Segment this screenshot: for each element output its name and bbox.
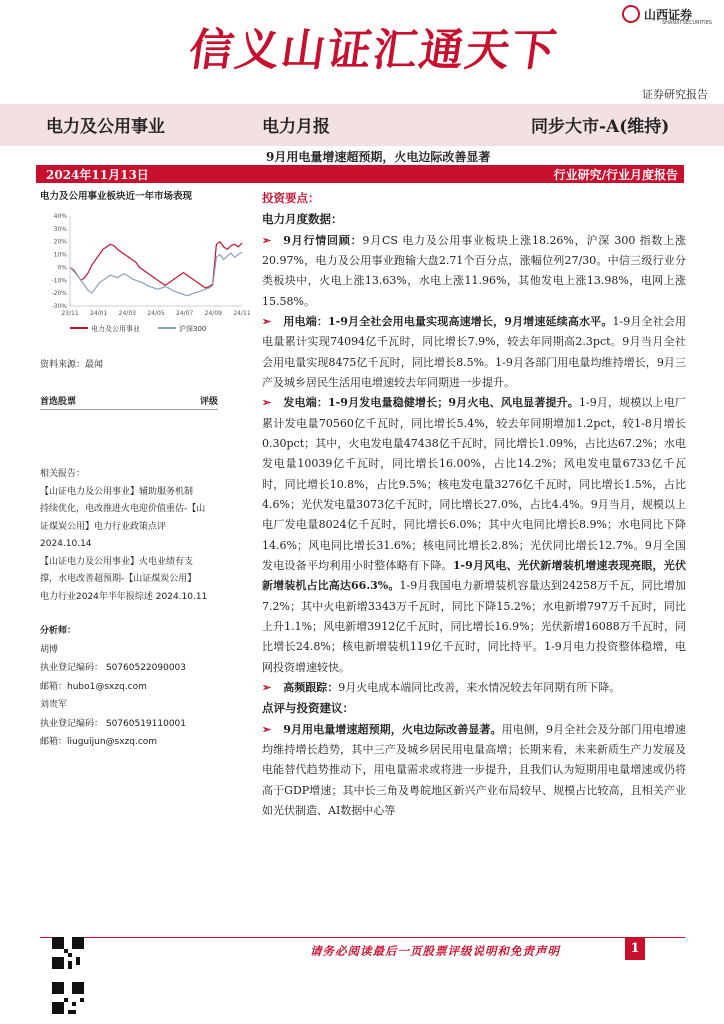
- picks-header: [40, 394, 218, 410]
- data-title: 电力月度数据：: [262, 212, 343, 227]
- bullet-text: 1-9月，规模以上电厂累计发电量70560亿千瓦时，同比增长5.4%，较去年同期增加1.2pct，较1-8月增长0.30pct；其中，火电发电量47438亿千瓦时，同比增长1.09%，占比达67.2%；水电发电量10039亿千瓦时，同比增长16.00%，占比14.2%；风电发电量6733亿千瓦时，同比增长10.8%，占比9.5%；核电发电量3276亿千瓦时，同比增长1.5%，占比4.6%；光伏发电量3073亿千瓦时，同比增长27.0%，占比4.4%。9月当月，规模以上电厂发电量8024亿千瓦时，同比增长6.0%；其中火电同比增长8.9%；水电同比下降14.6%；风电同比增长31.6%；核电同比增长2.8%；光伏同比增长12.7%。9月全国发电设备平均利用小时整体略有下降。: [262, 396, 686, 573]
- related-line[interactable]: 【山证电力及公用事业】辅助服务机制: [40, 486, 194, 497]
- related-line[interactable]: 撑，水电改善超预期-【山证煤炭公用】: [40, 574, 197, 585]
- footer-divider: [40, 937, 685, 938]
- arrow-icon: ➢: [262, 314, 272, 328]
- logo-subtext: SHANXI SECURITIES: [662, 20, 712, 26]
- report-name: 电力月报: [262, 117, 330, 137]
- industry-title: 电力及公用事业: [46, 117, 165, 137]
- x-tick-label: 24/09: [204, 310, 222, 317]
- x-tick-label: 24/07: [176, 310, 194, 317]
- x-tick-label: 24/03: [118, 310, 136, 317]
- arrow-icon: ➢: [262, 722, 272, 736]
- page-number: 1: [625, 938, 645, 960]
- x-tick-label: 24/01: [90, 310, 108, 317]
- x-tick-label: 24/05: [147, 310, 165, 317]
- analyst-reg: 执业登记编码： S0760522090003: [40, 663, 187, 674]
- bullet-text: 9月CS 电力及公用事业板块上涨18.26%，沪深 300 指数上涨20.97%，电力及公用事业跑输大盘2.71个百分点，涨幅位列27/30。中信三级行业分类板块中，火电上涨13.63%，水电上涨11.96%，其他发电上涨13.98%，电网上涨15.58%。: [262, 233, 686, 308]
- bullet-head: 发电端：1-9月发电量稳健增长；9月火电、风电显著提升。: [283, 396, 579, 410]
- y-tick-label: 0%: [57, 264, 67, 272]
- x-tick-label: 23/11: [61, 310, 79, 317]
- bullet-head: 9月用电量增速超预期，火电边际改善显著。: [283, 722, 502, 736]
- rating: 同步大市-A(维持): [531, 117, 670, 137]
- advice-title: 点评与投资建议：: [262, 701, 354, 716]
- y-tick-label: 40%: [53, 213, 67, 220]
- bullet-market: [262, 231, 686, 312]
- bullet-text: 1-9月全社会用电量累计实现74094亿千瓦时，同比增长7.9%，较去年同期高2.3pct。9月当月全社会用电量实现8475亿千瓦时，同比增长8.5%。1-9月各部门用电量均维持增长，9月三产及城乡居民生活用电增速较去年同期进一步提升。: [262, 314, 687, 389]
- series-line-0: [70, 242, 242, 288]
- bullet-text: 1-9月我国电力新增装机容量达到24258万千瓦，同比增加7.2%；其中火电新增3343万千瓦时，同比下降15.2%；水电新增797万千瓦时，同比上升1.1%；风电新增3912亿千瓦时，同比增长16.9%；光伏新增16088万千瓦时，同比增长24.8%；核电新增装机119亿千瓦时，同比持平。1-9月电力投资整体稳增，电网投资增速较快。: [262, 579, 686, 674]
- arrow-icon: ➢: [262, 396, 272, 410]
- related-line[interactable]: 持续优化，电改推进火电迎价值重估-【山: [40, 504, 206, 515]
- y-tick-label: 20%: [53, 238, 67, 246]
- logo-text: 山西证券: [644, 7, 693, 22]
- related-line[interactable]: 【山证电力及公用事业】火电业绩有支: [40, 556, 194, 567]
- bullet-text: 9月火电成本端同比改善，来水情况较去年同期有所下降。: [338, 681, 621, 695]
- related-line: 2024.10.14: [40, 539, 92, 550]
- bullet-head: 9月行情回顾：: [283, 233, 363, 247]
- arrow-icon: ➢: [262, 681, 272, 695]
- legend-label: 电力及公用事业: [91, 325, 140, 333]
- legend-label: 沪深300: [179, 325, 207, 333]
- y-tick-label: -10%: [51, 277, 67, 285]
- analyst-email[interactable]: 邮箱：liuguijun@sxzq.com: [40, 737, 158, 747]
- arrow-icon: ➢: [262, 233, 272, 247]
- slogan: 信义山证汇通天下: [185, 25, 561, 76]
- analyst-reg: 执业登记编码： S0760519110001: [40, 718, 187, 729]
- y-tick-label: 30%: [53, 225, 67, 233]
- related-reports: [40, 466, 250, 606]
- logo-icon: [622, 5, 640, 23]
- bullet-tracking: [262, 678, 686, 698]
- report-type: 证券研究报告: [642, 88, 708, 101]
- company-logo: [622, 5, 712, 26]
- y-tick-label: 10%: [53, 251, 67, 259]
- analyst-name: 刘贵军: [40, 700, 68, 711]
- performance-chart: [40, 210, 251, 340]
- source-note: 资料来源：最闻: [40, 360, 104, 370]
- bullet-head: 用电端：1-9月全社会用电量实现高速增长，9月增速延续高水平。: [283, 314, 613, 328]
- related-title: 相关报告：: [40, 469, 86, 479]
- bullet-advice: [262, 720, 686, 822]
- picks-label: 首选股票: [40, 397, 77, 407]
- y-tick-label: -20%: [51, 290, 67, 298]
- bullet-generation: [262, 393, 686, 678]
- x-tick-label: 24/11: [233, 310, 251, 317]
- y-tick-label: -30%: [51, 303, 67, 310]
- key-points-title: 投资要点：: [262, 191, 320, 205]
- main-content: [262, 188, 686, 821]
- qr-code-icon[interactable]: [52, 982, 84, 1014]
- bullet-bold: 1-9月风电、光伏新增装机增速表现亮眼，光伏新增装机占比高达66.3%。: [262, 559, 687, 593]
- analyst-email[interactable]: 邮箱：hubo1@sxzq.com: [40, 681, 147, 692]
- report-subtitle: 9月用电量增速超预期，火电边际改善显著: [266, 150, 491, 164]
- analyst-title: 分析师：: [40, 626, 77, 637]
- bullet-consumption: [262, 312, 686, 393]
- bullet-head: 高频跟踪：: [283, 681, 339, 695]
- related-line[interactable]: 证煤炭公用】电力行业政策点评: [40, 521, 167, 532]
- related-line[interactable]: 电力行业2024年半年报综述 2024.10.11: [40, 591, 208, 602]
- bullet-text: 用电侧，9月全社会及分部门用电增速均维持增长趋势，其中三产及城乡居民用电量高增；长期来看，未来新质生产力发展及电能替代趋势推动下，用电量需求或将进一步提升，且我们认为短期用电量增速或仍将高于GDP增速；其中长三角及粤皖地区新兴产业布局较早、规模占比较高，且相关产业如光伏制造、AI数据中心等: [262, 722, 686, 818]
- left-sidebar: [40, 188, 250, 751]
- footer-disclaimer: 请务必阅读最后一页股票评级说明和免责声明: [310, 944, 560, 958]
- qr-code-icon[interactable]: [52, 937, 84, 969]
- report-date: 2024年11月13日: [46, 168, 149, 182]
- analyst-name: 胡博: [40, 644, 59, 655]
- report-category: 行业研究/行业月度报告: [553, 168, 678, 182]
- chart-title: 电力及公用事业板块近一年市场表现: [40, 191, 193, 202]
- analysts: [40, 622, 250, 751]
- picks-rating: 评级: [199, 397, 218, 407]
